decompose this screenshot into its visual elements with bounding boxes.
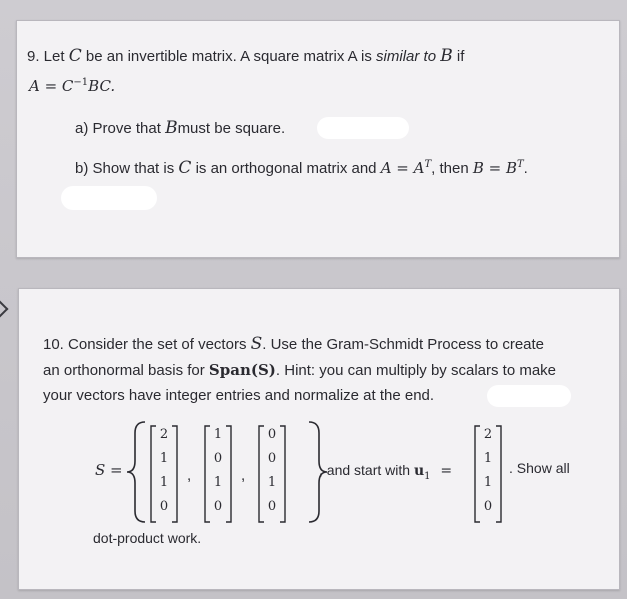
question-10-card bbox=[18, 288, 620, 590]
vector-2 bbox=[203, 425, 233, 523]
side-arrow-icon bbox=[0, 301, 8, 318]
vector-2-entry: 0 bbox=[213, 499, 223, 514]
q9-part-b-t2: T bbox=[517, 159, 524, 170]
vector-3-entry: 0 bbox=[267, 427, 277, 442]
vector-2-entry: 1 bbox=[213, 475, 223, 490]
q9-intro-a: 9. Let bbox=[27, 48, 65, 65]
redaction-blob bbox=[61, 186, 157, 210]
u1-entry: 1 bbox=[483, 451, 493, 466]
q10-s-equals: S = bbox=[95, 461, 123, 479]
vector-1-entry: 0 bbox=[159, 499, 169, 514]
u1-entry: 1 bbox=[483, 475, 493, 490]
u1-vector bbox=[473, 425, 503, 523]
q9-intro-c: if bbox=[456, 48, 465, 65]
q10-line-1 bbox=[43, 335, 544, 354]
redaction-blob bbox=[317, 117, 409, 139]
vector-2-entry: 0 bbox=[213, 451, 223, 466]
q9-part-b-c: C bbox=[178, 158, 192, 178]
vector-1-entry: 1 bbox=[159, 451, 169, 466]
q10-u1: u bbox=[413, 463, 425, 479]
q9-eq-lhs: A = C bbox=[29, 77, 74, 95]
q10-line3: your vectors have integer entries and normalize at the end. bbox=[43, 387, 435, 404]
q10-line-2 bbox=[43, 361, 556, 380]
q9-part-b bbox=[75, 156, 528, 178]
vector-comma: , bbox=[241, 467, 246, 484]
vector-comma: , bbox=[187, 467, 192, 484]
q9-intro-b: be an invertible matrix. A square matrix A is bbox=[85, 48, 372, 65]
q10-last-line: dot-product work. bbox=[93, 530, 202, 546]
question-9-card bbox=[16, 20, 620, 258]
q10-span-s: Span(S) bbox=[208, 361, 276, 379]
q10-line1-a: 10. Consider the set of vectors bbox=[43, 336, 247, 353]
q9-matrix-b: B bbox=[440, 46, 453, 66]
vector-3-entry: 0 bbox=[267, 451, 277, 466]
q10-line1-b: . Use the Gram-Schmidt Process to create bbox=[262, 336, 545, 353]
q9-part-b-text: b) Show that is bbox=[75, 160, 175, 177]
u1-entry: 0 bbox=[483, 499, 493, 514]
vector-3-entry: 0 bbox=[267, 499, 277, 514]
q9-part-b-eq1: A = A bbox=[380, 159, 425, 177]
vector-1-entry: 1 bbox=[159, 475, 169, 490]
q9-part-b-then: , then bbox=[431, 160, 469, 177]
vector-3 bbox=[257, 425, 287, 523]
q10-and-start: , and start with bbox=[319, 462, 411, 478]
q9-definition-equation bbox=[29, 74, 115, 96]
vector-2-entry: 1 bbox=[213, 427, 223, 442]
q9-part-a bbox=[75, 119, 285, 138]
q10-start-with bbox=[319, 461, 452, 486]
q9-intro-line bbox=[27, 47, 464, 66]
q9-similar-term: similar to bbox=[376, 48, 437, 65]
q9-part-a-end: must be square. bbox=[177, 120, 286, 137]
q10-line2-b: . Hint: you can multiply by scalars to make bbox=[275, 362, 557, 379]
q10-line-3 bbox=[43, 387, 434, 405]
q10-line2-a: an orthonormal basis for bbox=[43, 362, 205, 379]
q9-part-a-text: a) Prove that bbox=[75, 120, 161, 137]
u1-entry: 2 bbox=[483, 427, 493, 442]
q10-u1-sub: 1 bbox=[424, 470, 431, 482]
q9-part-a-b: B bbox=[165, 118, 178, 138]
q9-eq-rhs: BC. bbox=[88, 77, 116, 95]
q9-part-b-t1: T bbox=[424, 159, 432, 170]
q9-part-b-mid: is an orthogonal matrix and bbox=[195, 160, 377, 177]
redaction-blob bbox=[487, 385, 571, 407]
vector-1-entry: 2 bbox=[159, 427, 169, 442]
q9-part-b-end: . bbox=[523, 160, 528, 177]
q10-show-all: . Show all bbox=[509, 460, 570, 476]
q10-equals: = bbox=[440, 463, 453, 479]
q9-part-b-eq2: B = B bbox=[472, 159, 517, 177]
vector-3-entry: 1 bbox=[267, 475, 277, 490]
q9-matrix-c: C bbox=[68, 46, 82, 66]
q9-eq-exponent: −1 bbox=[73, 77, 89, 88]
q10-set-s: S bbox=[250, 334, 263, 354]
vector-1 bbox=[149, 425, 179, 523]
